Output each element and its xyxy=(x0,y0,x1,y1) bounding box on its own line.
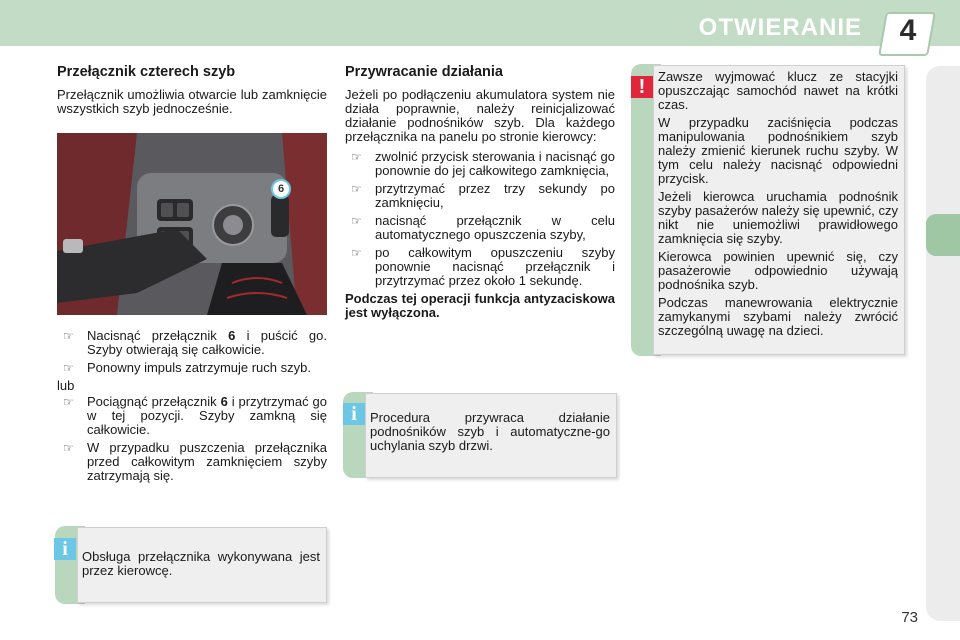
section-heading-restore-function: Przywracanie działania xyxy=(345,64,503,80)
list-item xyxy=(57,395,327,437)
pointing-hand-icon: ☞ xyxy=(63,329,74,343)
warning-paragraph: Podczas manewrowania elektrycznie zamykanymi szybami należy zwrócić szczególną uwagę na dzieci. xyxy=(658,295,898,338)
bullet-text: Ponowny impuls zatrzymuje ruch szyb. xyxy=(87,360,311,375)
column-left xyxy=(57,64,327,116)
warning-box-text xyxy=(658,70,898,338)
console-illustration xyxy=(57,133,327,315)
list-item xyxy=(345,214,615,242)
info-box-middle-text: Procedura przywraca działanie podnośników szyb i automatyczne-go uchylania szyb drzwi. xyxy=(370,410,610,453)
info-icon: i xyxy=(54,538,76,560)
pointing-hand-icon: ☞ xyxy=(351,246,362,260)
bullet-text: po całkowitym opuszczeniu szyby ponownie nacisnąć przełącznik i przytrzymać przez około 1 sekundę. xyxy=(375,245,615,288)
bullet-text: Pociągnąć przełącznik xyxy=(87,394,221,409)
intro-paragraph: Przełącznik umożliwia otwarcie lub zamknięcie wszystkich szyb jednocześnie. xyxy=(57,87,327,116)
chapter-number: 4 xyxy=(899,14,917,47)
pointing-hand-icon: ☞ xyxy=(351,182,362,196)
list-item xyxy=(57,361,327,375)
pointing-hand-icon: ☞ xyxy=(351,214,362,228)
list-item xyxy=(57,441,327,483)
bullet-text: przytrzymać przez trzy sekundy po zamknięciu, xyxy=(375,181,615,210)
anti-pinch-note: Podczas tej operacji funkcja antyzaciskowa jest wyłączona. xyxy=(345,291,615,320)
bullet-text: nacisnąć przełącznik w celu automatycznego opuszczenia szyby, xyxy=(375,213,615,242)
page-number: 73 xyxy=(901,609,918,626)
warning-paragraph: Jeżeli kierowca uruchamia podnośnik szyby pasażerów należy się upewnić, czy nikt nie uniemożliwi prawidłowego zamknięcia się szyby. xyxy=(658,189,898,246)
chapter-title: OTWIERANIE xyxy=(698,14,862,41)
list-item xyxy=(345,182,615,210)
bullet-text: i przytrzymać go w tej pozycji. Szyby zamkną się całkowicie. xyxy=(87,394,327,437)
warning-icon: ! xyxy=(631,76,653,98)
restore-intro: Jeżeli po podłączeniu akumulatora system nie działa poprawnie, należy reinicjalizować działanie podnośników szyb. Dla każdego przełącznika na panelu po stronie kierowcy: xyxy=(345,87,615,144)
console-photo xyxy=(57,133,327,315)
bullet-text: Nacisnąć przełącznik xyxy=(87,328,229,343)
warning-paragraph: Kierowca powinien upewnić się, czy pasażerowie odpowiednio używają podnośnika szyb. xyxy=(658,249,898,292)
info-icon: i xyxy=(343,403,365,425)
info-box-left-text: Obsługa przełącznika wykonywana jest przez kierowcę. xyxy=(82,549,320,578)
bullet-text: i puścić go. Szyby otwierają się całkowicie. xyxy=(87,328,327,357)
right-rail xyxy=(926,66,960,621)
list-item xyxy=(345,246,615,288)
pointing-hand-icon: ☞ xyxy=(63,395,74,409)
list-item xyxy=(345,150,615,178)
pointing-hand-icon: ☞ xyxy=(63,361,74,375)
bullet-bold: 6 xyxy=(228,328,236,343)
bullet-bold: 6 xyxy=(220,394,228,409)
or-label: lub xyxy=(57,378,75,393)
bullet-text: W przypadku puszczenia przełącznika przed całkowitym zamknięciem szyby zatrzymają się. xyxy=(87,440,327,483)
section-heading-four-window-switch: Przełącznik czterech szyb xyxy=(57,64,236,80)
bullet-text: zwolnić przycisk sterowania i nacisnąć go ponownie do jej całkowitego zamknięcia, xyxy=(375,149,615,178)
warning-paragraph: Zawsze wyjmować klucz ze stacyjki opuszczając samochód nawet na krótki czas. xyxy=(658,69,898,112)
warning-paragraph: W przypadku zaciśnięcia podczas manipulowania podnośnikiem szyb należy zmienić kierunek ruchu szyby. W tym celu należy nacisnąć odpowiedni przycisk. xyxy=(658,115,898,186)
column-middle xyxy=(345,64,615,320)
chapter-rail-tab[interactable] xyxy=(926,214,960,256)
list-item xyxy=(57,329,327,357)
callout-badge-6: 6 xyxy=(271,179,291,199)
pointing-hand-icon: ☞ xyxy=(63,441,74,455)
pointing-hand-icon: ☞ xyxy=(351,150,362,164)
left-bullets xyxy=(57,325,327,483)
